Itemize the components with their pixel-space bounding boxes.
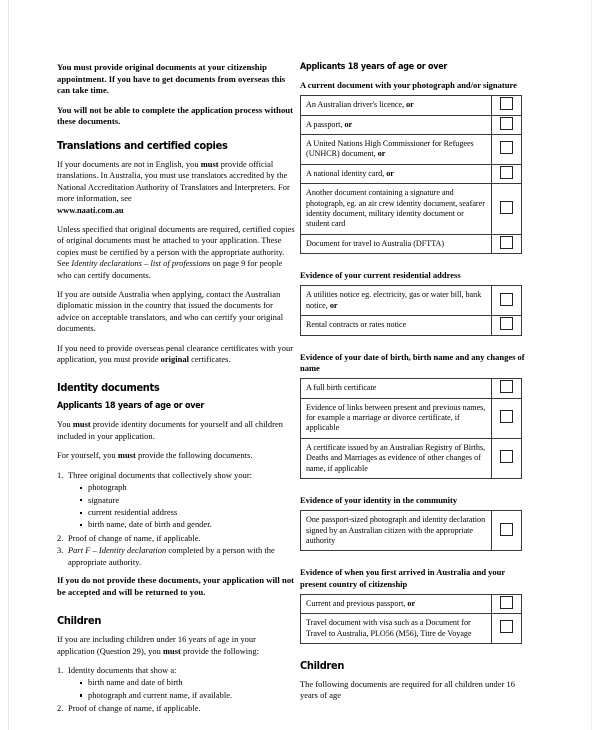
children-numbered-list (57, 665, 295, 715)
row-text: A national identity card, (306, 168, 387, 178)
section-heading-children-right: Children (300, 659, 345, 672)
table-heading-photograph-signature: A current document with your photograph and/or signature (300, 80, 517, 90)
naati-website: www.naati.com.au (57, 205, 124, 215)
table-cell-label (301, 286, 492, 316)
table-row (301, 398, 522, 438)
checkbox[interactable] (500, 410, 513, 423)
checkbox[interactable] (500, 380, 513, 393)
checkbox[interactable] (500, 293, 513, 306)
table-cell-checkbox[interactable] (492, 438, 522, 478)
emphasis-must: must (200, 159, 219, 169)
list-number: 3. (57, 546, 64, 556)
row-suffix-or: or (377, 149, 386, 159)
table-row (301, 614, 522, 644)
table-heading-date-of-birth: Evidence of your date of birth, birth name and any changes of name (300, 351, 525, 373)
spacer (57, 373, 295, 382)
checkbox[interactable] (500, 141, 513, 154)
row-text: Another document containing a signature and photograph, eg. an air crew identity document, seafarer identity document, military identity document or student card (306, 188, 485, 229)
text-run: If you are including children under 16 years of age in your application (Question 29), you (57, 635, 256, 656)
table-row (301, 594, 522, 613)
text-run: If your documents are not in English, you (57, 159, 201, 169)
section-heading-identity-documents: Identity documents (57, 382, 160, 395)
table-cell-checkbox[interactable] (492, 286, 522, 316)
checkbox[interactable] (500, 596, 513, 609)
text-run: You (57, 420, 73, 430)
list-number: 1. (57, 470, 64, 480)
list-item (57, 533, 295, 544)
table-cell-label (301, 164, 492, 183)
text-run: For yourself, you (57, 451, 118, 461)
document-checklist-table-identity-community (300, 510, 522, 551)
table-cell-label (301, 96, 492, 115)
identity-paragraph-2 (57, 450, 295, 461)
spacer (300, 553, 532, 567)
checkbox[interactable] (500, 450, 513, 463)
translations-paragraph-3: If you are outside Australia when applying, contact the Australian diplomatic mission in the country that issued the documents for advice on acceptable translators, and who can certify your original documents. (57, 290, 284, 334)
table-cell-checkbox[interactable] (492, 379, 522, 398)
intro-paragraph-1: You must provide original documents at your citizenship appointment. If you have to get documents from overseas this can take time. (57, 62, 286, 96)
right-column (300, 62, 532, 710)
identity-paragraph-1 (57, 419, 295, 442)
row-text: A passport, (306, 119, 345, 129)
list-item: birth name and date of birth (79, 677, 295, 688)
list-item (57, 665, 295, 701)
list-number: 1. (57, 665, 64, 675)
list-text: Three original documents that collectively show your: (68, 470, 253, 480)
row-text: A United Nations High Commissioner for Refugees (UNHCR) document, (306, 139, 474, 159)
text-run: provide identity documents for yourself and all children included in your application. (57, 420, 283, 441)
identity-warning-paragraph: If you do not provide these documents, your application will not be accepted and will be returned to you. (57, 574, 295, 597)
table-cell-checkbox[interactable] (492, 184, 522, 235)
document-checklist-table-date-of-birth (300, 378, 522, 479)
emphasis-must: must (117, 451, 136, 461)
table-row (301, 164, 522, 183)
table-cell-checkbox[interactable] (492, 135, 522, 165)
list-text: Identity documents that show a: (68, 665, 177, 675)
text-run: Unless specified that original documents are required, certified copies of original documents must be attached to your application. These copies must be certified by a person with the appropriate authority. See (57, 225, 295, 269)
table-cell-checkbox[interactable] (492, 594, 522, 613)
subheading-applicants-18-over: Applicants 18 years of age or over (57, 401, 205, 412)
text-run: provide the following: (180, 646, 260, 656)
list-item: photograph (79, 482, 295, 493)
checkbox[interactable] (500, 620, 513, 633)
list-text: Proof of change of name, if applicable. (68, 533, 201, 543)
row-text: Rental contracts or rates notice (306, 320, 407, 330)
table-cell-label (301, 398, 492, 438)
table-cell-label (301, 614, 492, 644)
checkbox[interactable] (500, 166, 513, 179)
italic-identity-declarations: Identity declarations – list of professions (71, 259, 211, 269)
table-cell-label (301, 115, 492, 134)
checkbox[interactable] (500, 97, 513, 110)
text-run: certificates. (188, 355, 231, 365)
two-column-layout (9, 0, 591, 730)
children-paragraph-1 (57, 634, 295, 657)
document-checklist-table-residential-address (300, 285, 522, 335)
row-text: A full birth certificate (306, 383, 377, 393)
list-item: birth name, date of birth and gender. (79, 519, 295, 530)
table-cell-label (301, 316, 492, 335)
list-item: photograph and current name, if available. (79, 690, 295, 701)
list-text: completed by a person with the appropriate authority. (68, 546, 275, 567)
spacer (57, 606, 295, 615)
row-text: One passport-sized photograph and identity declaration signed by an Australian citizen with the appropriate authority (306, 515, 486, 545)
spacer (300, 256, 532, 270)
row-text: Evidence of links between present and previous names, for example a marriage or divorce certificate, if applicable (306, 402, 486, 433)
table-cell-checkbox[interactable] (492, 316, 522, 335)
table-cell-label (301, 184, 492, 235)
spacer (300, 646, 532, 660)
emphasis-must: must (72, 420, 91, 430)
row-text: A certificate issued by an Australian Registry of Births, Deaths and Marriages as evidence of other changes of name, if applicable (306, 442, 486, 473)
row-text: An Australian driver's licence, (306, 100, 407, 110)
checkbox[interactable] (500, 117, 513, 130)
list-item (57, 703, 295, 714)
table-cell-label (301, 379, 492, 398)
table-cell-checkbox[interactable] (492, 96, 522, 115)
row-suffix-or: or (407, 598, 416, 608)
table-row (301, 511, 522, 551)
table-heading-residential-address: Evidence of your current residential address (300, 270, 461, 281)
text-run: If you need to provide overseas penal clearance certificates with your application, you must provide (57, 343, 294, 365)
subheading-applicants-18-over-right: Applicants 18 years of age or over (300, 62, 448, 72)
text-run: on page 9 for people who can certify documents. (57, 259, 283, 280)
section-heading-children-left: Children (57, 615, 102, 628)
table-cell-label (301, 135, 492, 165)
table-cell-label (301, 438, 492, 478)
table-row (301, 379, 522, 398)
translations-paragraph-4 (57, 343, 295, 366)
checkbox[interactable] (500, 201, 513, 214)
table-cell-checkbox[interactable] (492, 234, 522, 253)
table-cell-label (301, 594, 492, 613)
table-cell-checkbox[interactable] (492, 115, 522, 134)
table-cell-checkbox[interactable] (492, 511, 522, 551)
table-heading-identity-community: Evidence of your identity in the community (300, 494, 458, 505)
document-page (8, 0, 592, 730)
list-item: signature (79, 495, 295, 506)
checkbox[interactable] (500, 236, 513, 249)
left-column (57, 62, 295, 722)
document-checklist-table-arrival-citizenship (300, 594, 522, 644)
row-suffix-or: or (329, 300, 338, 310)
translations-paragraph-2 (57, 224, 295, 281)
table-row (301, 115, 522, 134)
row-suffix-or: or (344, 119, 353, 129)
table-heading-arrival-citizenship: Evidence of when you first arrived in Australia and your present country of citizenship (300, 567, 506, 589)
table-cell-label (301, 234, 492, 253)
text-run: provide official translations. In Australia, you must use translators accredited by the National Accreditation Authority of Translators and Interpreters. For more information, see (57, 159, 290, 204)
text-run: provide the following documents. (135, 451, 253, 461)
checkbox[interactable] (500, 523, 513, 536)
spacer (300, 338, 532, 352)
table-row (301, 286, 522, 316)
list-item: current residential address (79, 507, 295, 518)
row-suffix-or: or (406, 100, 414, 110)
table-row (301, 96, 522, 115)
identity-bullet-list (68, 482, 295, 531)
list-number: 2. (57, 704, 64, 714)
list-item (57, 470, 295, 531)
table-cell-checkbox[interactable] (492, 614, 522, 644)
intro-paragraph-2: You will not be able to complete the application process without these documents. (57, 104, 294, 127)
list-number: 2. (57, 533, 64, 543)
spacer (300, 481, 532, 495)
list-text: Proof of change of name, if applicable. (68, 704, 201, 714)
table-row (301, 438, 522, 478)
emphasis-original: original (160, 355, 189, 365)
list-item (57, 545, 295, 568)
row-text: Current and previous passport, (306, 598, 408, 608)
italic-part-f: Part F – Identity declaration (68, 546, 167, 556)
table-row (301, 135, 522, 165)
children-bullet-list (68, 677, 295, 701)
table-cell-label (301, 511, 492, 551)
row-text: A utilities notice eg. electricity, gas or water bill, bank notice, (306, 290, 482, 310)
emphasis-must: must (162, 646, 181, 656)
table-row (301, 184, 522, 235)
section-heading-translations: Translations and certified copies (57, 139, 228, 152)
table-row (301, 316, 522, 335)
checkbox[interactable] (500, 317, 513, 330)
document-checklist-table-photograph-signature (300, 95, 522, 254)
row-suffix-or: or (386, 168, 394, 178)
identity-numbered-list (57, 470, 295, 568)
translations-paragraph-1 (57, 159, 295, 216)
table-cell-checkbox[interactable] (492, 398, 522, 438)
row-text: Document for travel to Australia (DFTTA) (306, 238, 445, 248)
children-right-paragraph: The following documents are required for all children under 16 years of age (300, 679, 515, 701)
table-cell-checkbox[interactable] (492, 164, 522, 183)
table-row (301, 234, 522, 253)
row-text: Travel document with visa such as a Document for Travel to Australia, PLO56 (M56), Titre de Voyage (306, 618, 472, 638)
